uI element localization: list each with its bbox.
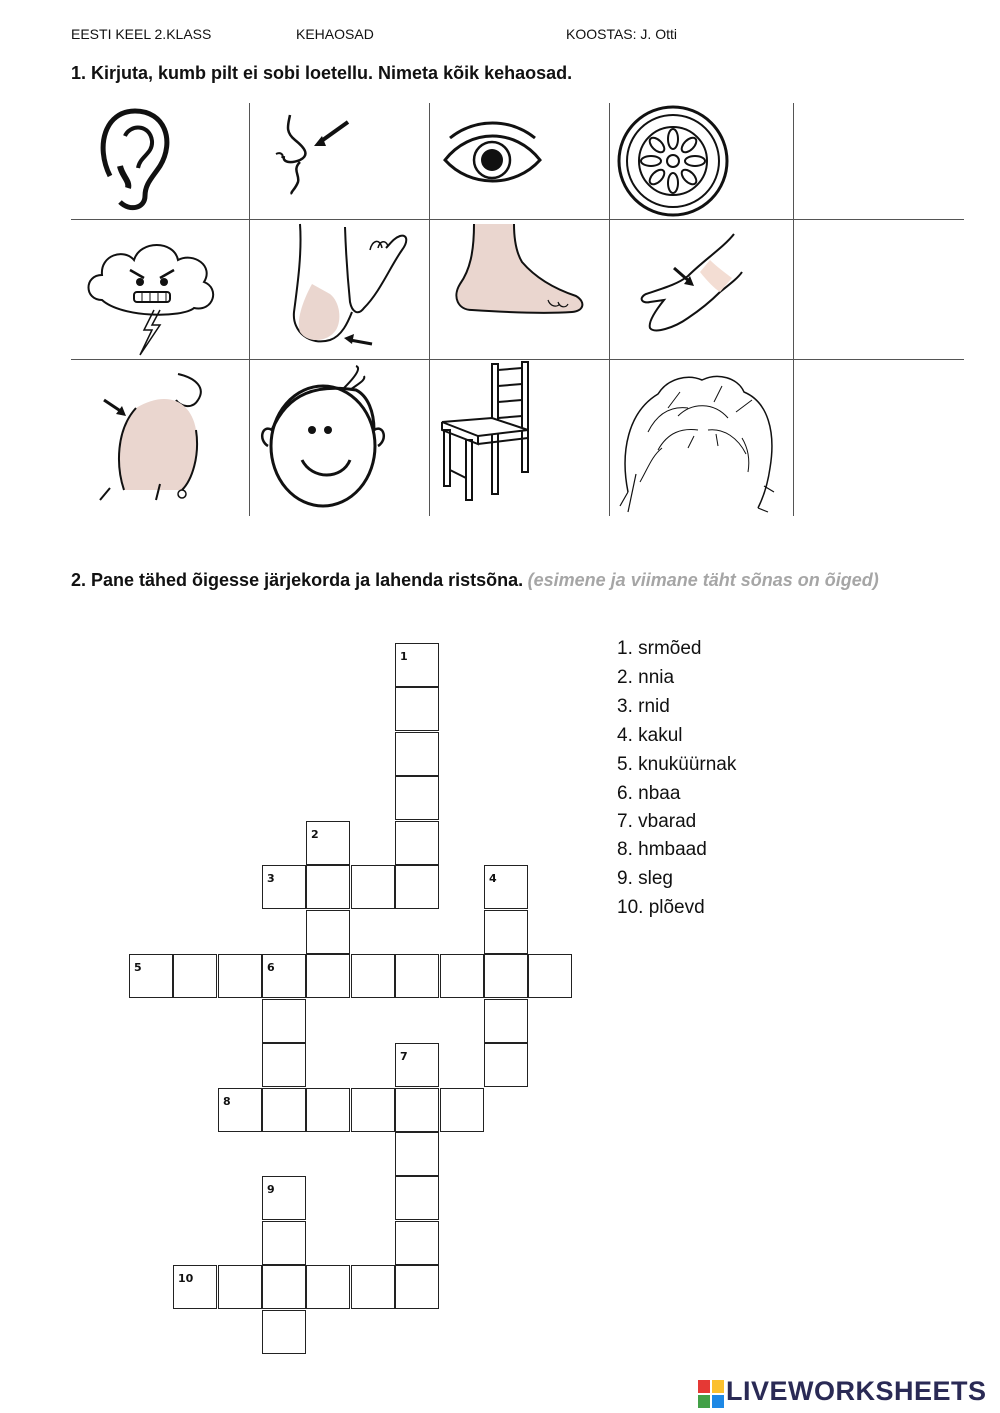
- thunder-cloud-icon: [82, 230, 222, 358]
- liveworksheets-logo-icon: [698, 1380, 724, 1408]
- crossword-cell[interactable]: [395, 776, 439, 820]
- crossword-number: 7: [400, 1050, 408, 1063]
- clue-item: 4. kakul: [617, 725, 683, 746]
- clue-item: 10. plõevd: [617, 897, 705, 918]
- crossword-cell[interactable]: [395, 821, 439, 865]
- crossword-number: 6: [267, 961, 275, 974]
- crossword-number: 1: [400, 650, 408, 663]
- crossword-number: 4: [489, 872, 497, 885]
- crossword-cell[interactable]: [306, 1088, 350, 1132]
- crossword-cell[interactable]: [262, 1221, 306, 1265]
- clue-item: 9. sleg: [617, 868, 673, 889]
- crossword-cell[interactable]: [351, 954, 395, 998]
- crossword-cell[interactable]: [173, 954, 217, 998]
- crossword-cell[interactable]: [306, 910, 350, 954]
- crossword-cell[interactable]: [395, 732, 439, 776]
- crossword-cell[interactable]: [351, 865, 395, 909]
- crossword-cell[interactable]: [306, 865, 350, 909]
- clue-item: 7. vbarad: [617, 811, 697, 832]
- shoulder-icon: [96, 370, 226, 505]
- crossword-cell[interactable]: [262, 1088, 306, 1132]
- crossword-cell[interactable]: [306, 954, 350, 998]
- ear-icon: [90, 106, 180, 214]
- crossword-cell[interactable]: [395, 1132, 439, 1176]
- header-topic: KEHAOSAD: [296, 26, 374, 42]
- foot-icon: [452, 222, 587, 322]
- crossword-number: 10: [178, 1272, 194, 1285]
- crossword-cell[interactable]: [351, 1265, 395, 1309]
- crossword-cell[interactable]: [218, 954, 262, 998]
- crossword-number: 8: [223, 1095, 231, 1108]
- crossword-cell[interactable]: [484, 999, 528, 1043]
- liveworksheets-brand: LIVEWORKSHEETS: [726, 1376, 987, 1406]
- crossword-number: 2: [311, 828, 319, 841]
- wheel-icon: [616, 104, 730, 218]
- crossword-cell[interactable]: [440, 954, 484, 998]
- crossword-cell[interactable]: [484, 910, 528, 954]
- nose-icon: [270, 110, 370, 195]
- task2-heading: [71, 564, 951, 598]
- clue-item: 1. srmõed: [617, 638, 702, 659]
- crossword-cell[interactable]: [262, 1265, 306, 1309]
- clue-item: 8. hmbaad: [617, 839, 707, 860]
- crossword-cell[interactable]: [262, 1043, 306, 1087]
- crossword-cell[interactable]: [395, 1265, 439, 1309]
- task2-title: 2. Pane tähed õigesse järjekorda ja lahenda ristsõna.: [71, 570, 524, 590]
- crossword-cell[interactable]: [395, 1176, 439, 1220]
- crossword-cell[interactable]: [440, 1088, 484, 1132]
- clue-item: 3. rnid: [617, 696, 670, 717]
- crossword-cell[interactable]: [218, 1265, 262, 1309]
- crossword-cell[interactable]: [262, 1310, 306, 1354]
- liveworksheets-logo: [698, 1376, 994, 1410]
- crossword-cell[interactable]: [528, 954, 572, 998]
- crossword-number: 9: [267, 1183, 275, 1196]
- crossword-cell[interactable]: [306, 1265, 350, 1309]
- crossword-cell[interactable]: [484, 954, 528, 998]
- crossword-number: 5: [134, 961, 142, 974]
- chair-icon: [438, 360, 534, 502]
- eye-icon: [440, 118, 545, 198]
- clue-item: 2. nnia: [617, 667, 675, 688]
- task2-hint: (esimene ja viimane täht sõnas on õiged): [527, 570, 879, 590]
- header-subject: EESTI KEEL 2.KLASS: [71, 26, 212, 42]
- crossword-cell[interactable]: [395, 865, 439, 909]
- crossword-cell[interactable]: [395, 687, 439, 731]
- task1-title: 1. Kirjuta, kumb pilt ei sobi loetellu. Nimeta kõik kehaosad.: [71, 63, 573, 83]
- hair-icon: [618, 372, 778, 514]
- crossword-cell[interactable]: [395, 954, 439, 998]
- crossword-cell[interactable]: [395, 1088, 439, 1132]
- crossword-cell[interactable]: [351, 1088, 395, 1132]
- crossword-number: 3: [267, 872, 275, 885]
- header-author: KOOSTAS: J. Otti: [566, 26, 677, 42]
- clue-item: 5. knuküürnak: [617, 754, 737, 775]
- crossword-cell[interactable]: [484, 1043, 528, 1087]
- face-icon: [258, 364, 388, 512]
- crossword-cell[interactable]: [395, 1221, 439, 1265]
- heel-icon: [290, 222, 420, 352]
- crossword-cell[interactable]: [262, 999, 306, 1043]
- wrist-icon: [634, 232, 744, 342]
- clue-item: 6. nbaa: [617, 783, 681, 804]
